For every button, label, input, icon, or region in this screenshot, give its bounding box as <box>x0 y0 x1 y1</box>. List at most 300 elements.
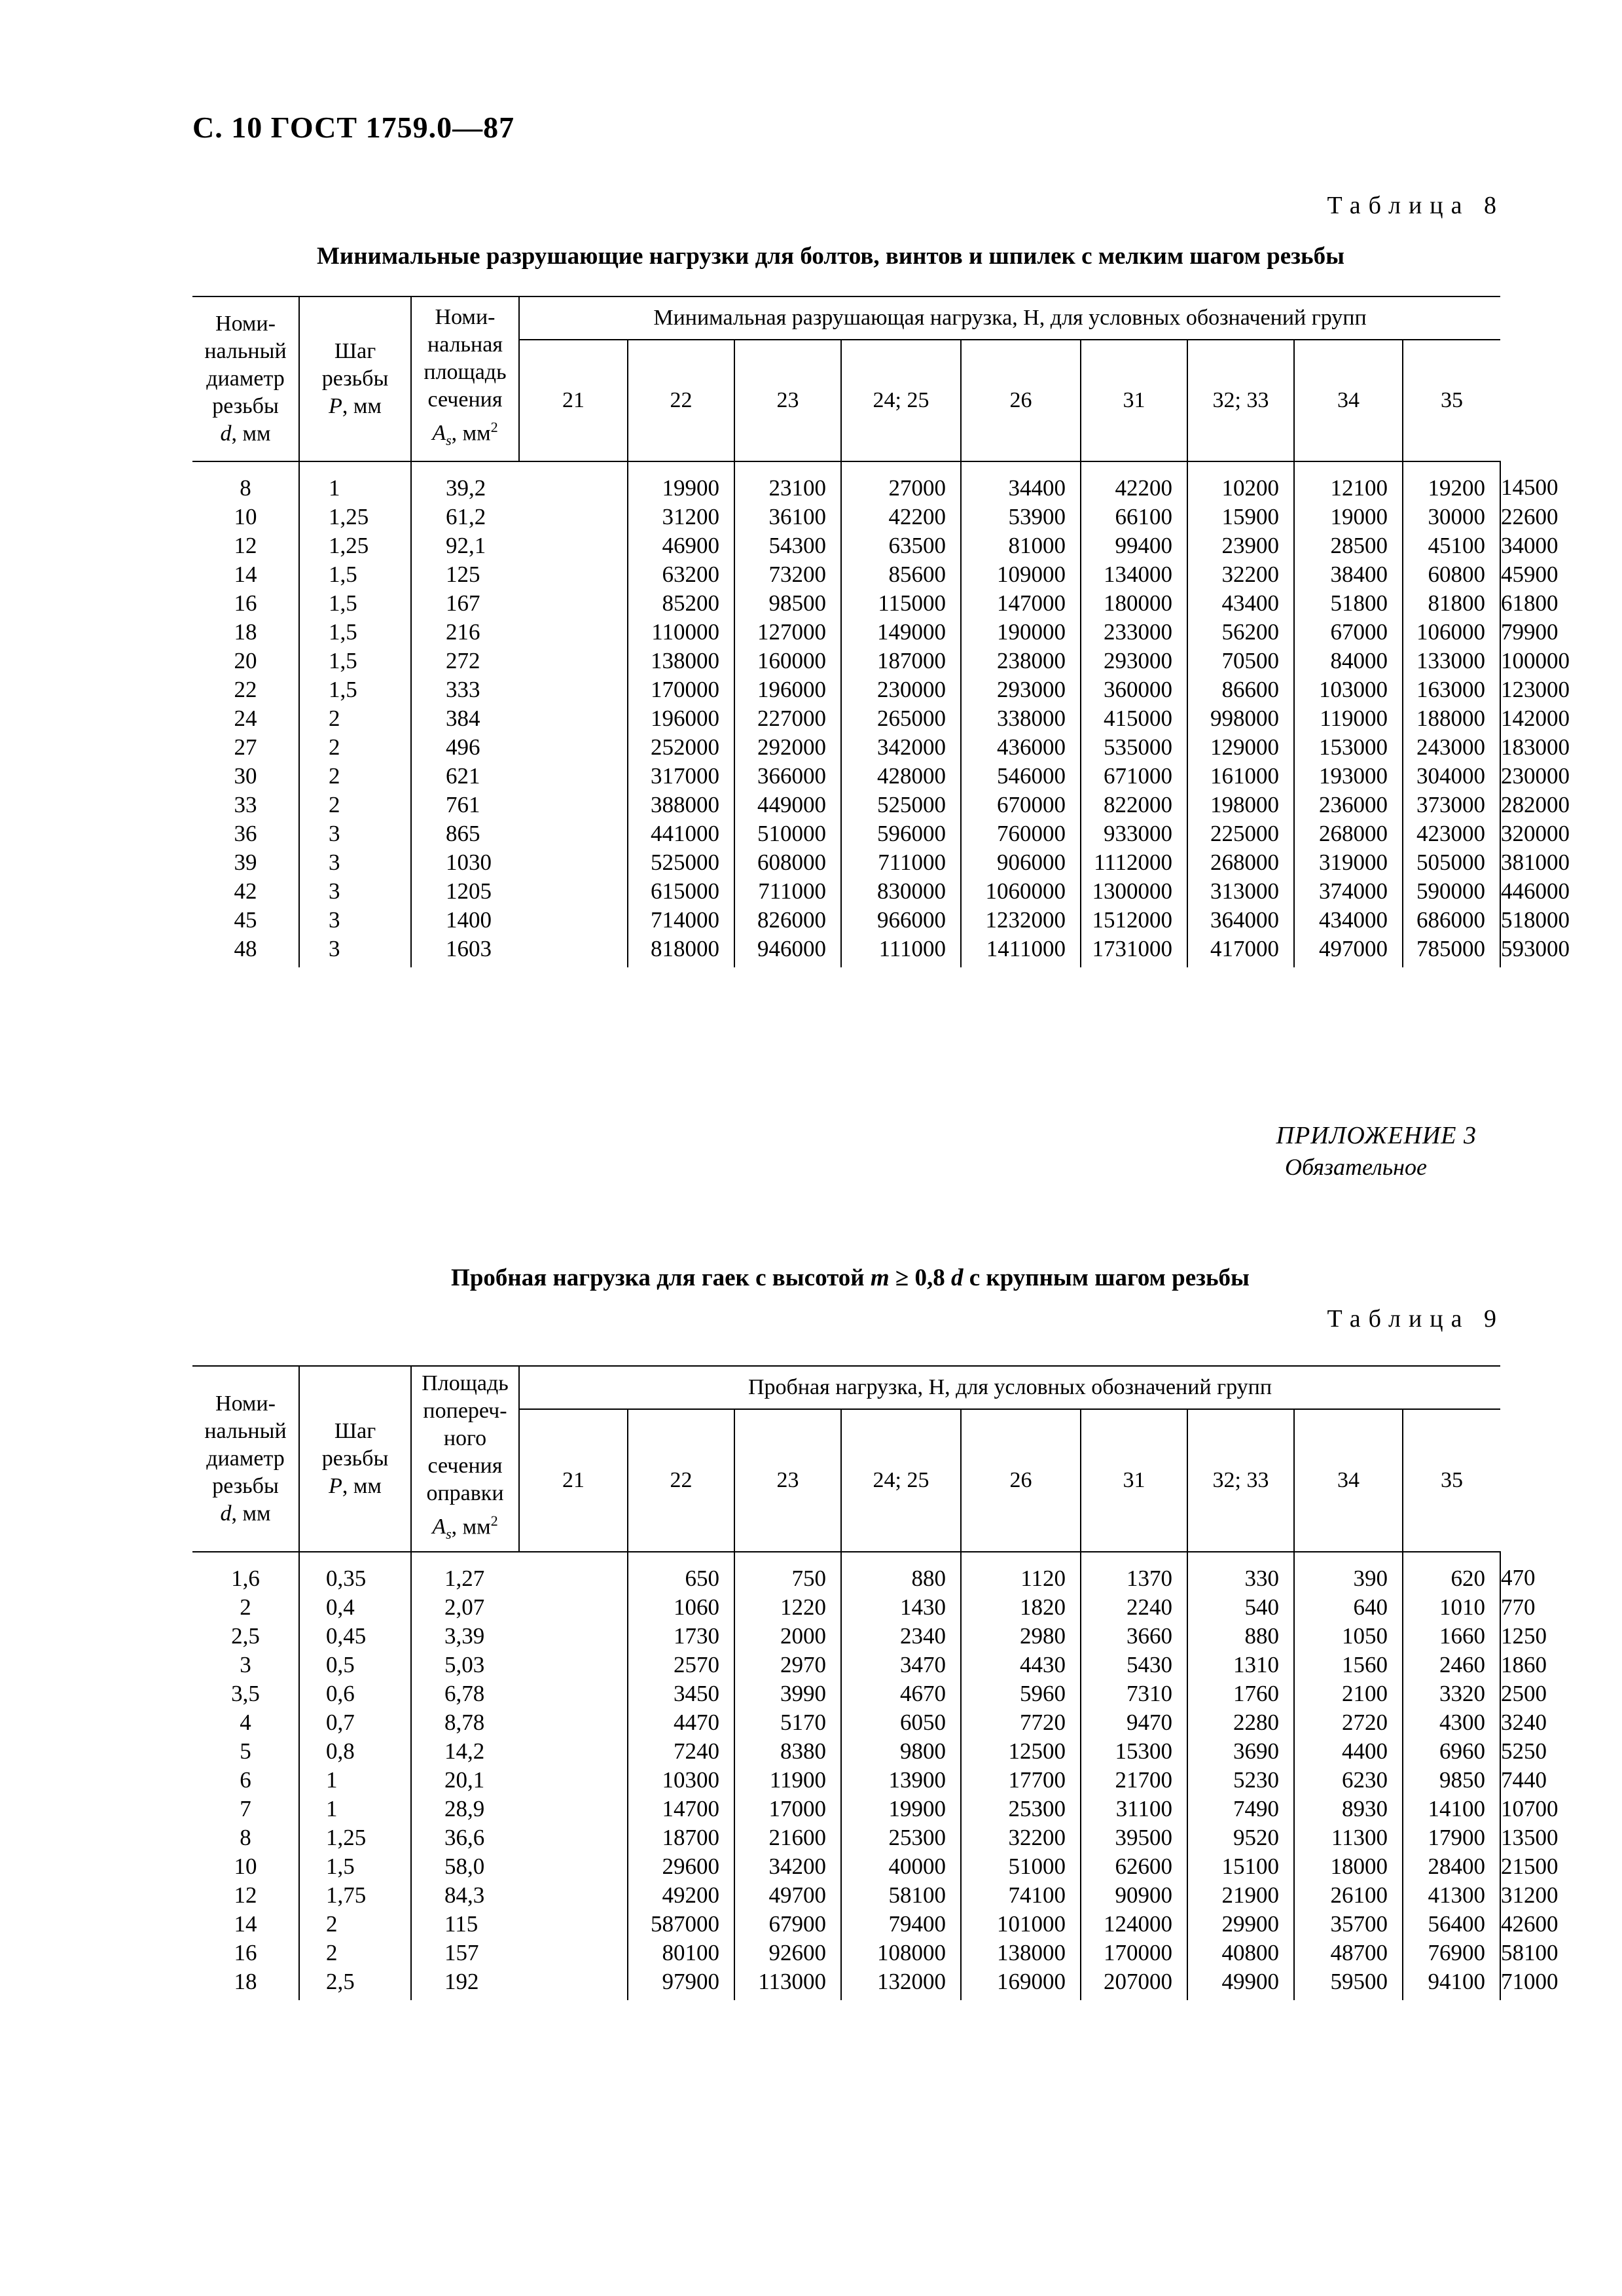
header-group-1: 21 <box>519 1409 628 1552</box>
cell-area: 1030 <box>411 848 628 877</box>
cell-load: 56400 <box>1403 1910 1500 1939</box>
header-group-6: 31 <box>1081 340 1187 461</box>
cell-load: 193000 <box>1294 762 1403 791</box>
cell-pitch: 3 <box>299 819 411 848</box>
cell-diameter: 2 <box>240 1594 251 1620</box>
cell-load: 268000 <box>1187 848 1294 877</box>
cell-diameter: 4 <box>240 1710 251 1735</box>
table-row: 10 1,5 58,0 29600 34200 40000 51000 62600 15100 18000 28400 21500 <box>192 1852 1500 1881</box>
cell-load: 4300 <box>1403 1708 1500 1737</box>
cell-load: 196000 <box>628 704 734 733</box>
cell-load: 760000 <box>961 819 1081 848</box>
cell-diameter: 12 <box>234 1882 257 1908</box>
cell-load: 110000 <box>628 618 734 647</box>
cell-pitch: 3 <box>299 906 411 935</box>
cell-diameter: 3 <box>240 1652 251 1677</box>
cell-diameter: 3,5 <box>231 1681 260 1706</box>
cell-load: 1050 <box>1294 1622 1403 1651</box>
cell-load: 12500 <box>961 1737 1081 1766</box>
cell-load: 21600 <box>734 1823 841 1852</box>
cell-load: 62600 <box>1081 1852 1187 1881</box>
cell-load: 56200 <box>1187 618 1294 647</box>
cell-load: 161000 <box>1187 762 1294 791</box>
cell-load: 525000 <box>841 791 961 819</box>
cell-area: 333 <box>411 675 628 704</box>
cell-load: 106000 <box>1403 618 1500 647</box>
table-8-number: Таблица 8 <box>1327 192 1504 219</box>
cell-load: 187000 <box>841 647 961 675</box>
table-row: 33 2 761 388000 449000 525000 670000 822000 198000 236000 373000 282000 <box>192 791 1500 819</box>
cell-load: 11300 <box>1294 1823 1403 1852</box>
cell-load: 428000 <box>841 762 961 791</box>
cell-area: 216 <box>411 618 628 647</box>
cell-load: 390 <box>1294 1552 1403 1593</box>
cell-load: 124000 <box>1081 1910 1187 1939</box>
cell-load: 1560 <box>1294 1651 1403 1679</box>
table-row: 39 3 1030 525000 608000 711000 906000 1112000 268000 319000 505000 381000 <box>192 848 1500 877</box>
table-row: 14 1,5 125 63200 73200 85600 109000 134000 32200 38400 60800 45900 <box>192 560 1500 589</box>
cell-diameter: 10 <box>234 1854 257 1879</box>
cell-load: 1112000 <box>1081 848 1187 877</box>
cell-load: 1370 <box>1081 1552 1187 1593</box>
cell-load: 714000 <box>628 906 734 935</box>
cell-area: 92,1 <box>411 531 628 560</box>
cell-load: 40000 <box>841 1852 961 1881</box>
cell-load: 19000 <box>1294 503 1403 531</box>
cell-area: 28,9 <box>411 1795 628 1823</box>
cell-area: 384 <box>411 704 628 733</box>
cell-area: 3,39 <box>411 1622 628 1651</box>
cell-load: 28400 <box>1403 1852 1500 1881</box>
header-group-7: 32; 33 <box>1187 340 1294 461</box>
cell-pitch: 0,35 <box>299 1552 411 1593</box>
cell-pitch: 1,25 <box>299 1823 411 1852</box>
cell-pitch: 2 <box>299 704 411 733</box>
cell-load: 2980 <box>961 1622 1081 1651</box>
cell-load: 750 <box>734 1552 841 1593</box>
header-group-1: 21 <box>519 340 628 461</box>
cell-diameter: 8 <box>240 475 251 501</box>
header-group-5: 26 <box>961 340 1081 461</box>
cell-diameter: 20 <box>234 648 257 673</box>
cell-load: 417000 <box>1187 935 1294 967</box>
header-group-3: 23 <box>734 1409 841 1552</box>
cell-load: 51800 <box>1294 589 1403 618</box>
cell-load: 2970 <box>734 1651 841 1679</box>
cell-load: 29600 <box>628 1852 734 1881</box>
cell-load: 2280 <box>1187 1708 1294 1737</box>
cell-load: 99400 <box>1081 531 1187 560</box>
cell-load: 1310 <box>1187 1651 1294 1679</box>
cell-load: 1232000 <box>961 906 1081 935</box>
table-row: 12 1,75 84,3 49200 49700 58100 74100 90900 21900 26100 41300 31200 <box>192 1881 1500 1910</box>
cell-load: 40800 <box>1187 1939 1294 1967</box>
cell-load: 3470 <box>841 1651 961 1679</box>
cell-load: 54300 <box>734 531 841 560</box>
cell-load: 615000 <box>628 877 734 906</box>
cell-load: 535000 <box>1081 733 1187 762</box>
cell-load: 19200 <box>1403 461 1500 503</box>
page-header: С. 10 ГОСТ 1759.0—87 <box>192 111 515 144</box>
cell-pitch: 2 <box>299 733 411 762</box>
header-group-2: 22 <box>628 1409 734 1552</box>
cell-load: 153000 <box>1294 733 1403 762</box>
cell-load: 5430 <box>1081 1651 1187 1679</box>
table-row: 18 1,5 216 110000 127000 149000 190000 233000 56200 67000 106000 79900 <box>192 618 1500 647</box>
cell-load: 196000 <box>734 675 841 704</box>
header-group-5: 26 <box>961 1409 1081 1552</box>
cell-load: 133000 <box>1403 647 1500 675</box>
cell-load: 4670 <box>841 1679 961 1708</box>
cell-load: 227000 <box>734 704 841 733</box>
cell-pitch: 1,5 <box>299 1852 411 1881</box>
cell-load: 74100 <box>961 1881 1081 1910</box>
cell-load: 364000 <box>1187 906 1294 935</box>
cell-load: 18000 <box>1294 1852 1403 1881</box>
cell-area: 1,27 <box>411 1552 628 1593</box>
cell-load: 415000 <box>1081 704 1187 733</box>
cell-pitch: 0,8 <box>299 1737 411 1766</box>
cell-load: 23100 <box>734 461 841 503</box>
cell-load: 360000 <box>1081 675 1187 704</box>
cell-diameter: 27 <box>234 734 257 760</box>
cell-load: 423000 <box>1403 819 1500 848</box>
cell-load: 711000 <box>841 848 961 877</box>
cell-load: 8930 <box>1294 1795 1403 1823</box>
cell-load: 293000 <box>961 675 1081 704</box>
cell-load: 58100 <box>841 1881 961 1910</box>
cell-load: 138000 <box>961 1939 1081 1967</box>
header-pitch: Шаг резьбы P, мм <box>299 296 411 461</box>
cell-load: 830000 <box>841 877 961 906</box>
cell-load: 1300000 <box>1081 877 1187 906</box>
cell-load: 590000 <box>1403 877 1500 906</box>
cell-load: 115000 <box>841 589 961 618</box>
cell-load: 38400 <box>1294 560 1403 589</box>
cell-load: 1512000 <box>1081 906 1187 935</box>
cell-load: 319000 <box>1294 848 1403 877</box>
cell-load: 608000 <box>734 848 841 877</box>
table-row: 36 3 865 441000 510000 596000 760000 933000 225000 268000 423000 320000 <box>192 819 1500 848</box>
cell-load: 109000 <box>961 560 1081 589</box>
cell-pitch: 1,25 <box>299 503 411 531</box>
cell-load: 252000 <box>628 733 734 762</box>
header-group-9: 35 <box>1403 340 1500 461</box>
cell-pitch: 1,5 <box>299 618 411 647</box>
cell-load: 640 <box>1294 1593 1403 1622</box>
cell-load: 9520 <box>1187 1823 1294 1852</box>
cell-load: 80100 <box>628 1939 734 1967</box>
cell-load: 826000 <box>734 906 841 935</box>
cell-load: 15100 <box>1187 1852 1294 1881</box>
cell-load: 1731000 <box>1081 935 1187 967</box>
cell-load: 34400 <box>961 461 1081 503</box>
cell-load: 388000 <box>628 791 734 819</box>
cell-load: 1120 <box>961 1552 1081 1593</box>
cell-load: 25300 <box>841 1823 961 1852</box>
cell-load: 73200 <box>734 560 841 589</box>
cell-load: 19900 <box>841 1795 961 1823</box>
cell-load: 103000 <box>1294 675 1403 704</box>
cell-load: 3450 <box>628 1679 734 1708</box>
cell-load: 60800 <box>1403 560 1500 589</box>
cell-load: 2570 <box>628 1651 734 1679</box>
cell-load: 449000 <box>734 791 841 819</box>
cell-load: 81000 <box>961 531 1081 560</box>
cell-load: 14100 <box>1403 1795 1500 1823</box>
cell-load: 48700 <box>1294 1939 1403 1967</box>
cell-pitch: 0,4 <box>299 1593 411 1622</box>
cell-diameter: 18 <box>234 619 257 645</box>
table-row: 3,5 0,6 6,78 3450 3990 4670 5960 7310 1760 2100 3320 2500 <box>192 1679 1500 1708</box>
cell-load: 85200 <box>628 589 734 618</box>
table-row: 1,6 0,35 1,27 650 750 880 1120 1370 330 390 620 470 <box>192 1552 1500 1593</box>
cell-area: 157 <box>411 1939 628 1967</box>
cell-area: 1603 <box>411 935 628 967</box>
cell-load: 67000 <box>1294 618 1403 647</box>
table-row: 12 1,25 92,1 46900 54300 63500 81000 99400 23900 28500 45100 34000 <box>192 531 1500 560</box>
cell-area: 115 <box>411 1910 628 1939</box>
header-group-9: 35 <box>1403 1409 1500 1552</box>
cell-load: 31100 <box>1081 1795 1187 1823</box>
cell-load: 67900 <box>734 1910 841 1939</box>
cell-load: 6960 <box>1403 1737 1500 1766</box>
cell-area: 36,6 <box>411 1823 628 1852</box>
cell-load: 1760 <box>1187 1679 1294 1708</box>
cell-load: 51000 <box>961 1852 1081 1881</box>
cell-load: 14700 <box>628 1795 734 1823</box>
cell-load: 906000 <box>961 848 1081 877</box>
header-group-3: 23 <box>734 340 841 461</box>
cell-pitch: 2,5 <box>299 1967 411 2000</box>
cell-load: 230000 <box>841 675 961 704</box>
cell-load: 13900 <box>841 1766 961 1795</box>
cell-load: 338000 <box>961 704 1081 733</box>
cell-diameter: 1,6 <box>231 1566 260 1591</box>
cell-load: 546000 <box>961 762 1081 791</box>
cell-load: 966000 <box>841 906 961 935</box>
appendix-subtitle: Обязательное <box>1285 1154 1427 1180</box>
table-row: 8 1,25 36,6 18700 21600 25300 32200 39500 9520 11300 17900 13500 <box>192 1823 1500 1852</box>
cell-diameter: 48 <box>234 936 257 961</box>
cell-pitch: 1,5 <box>299 675 411 704</box>
cell-area: 865 <box>411 819 628 848</box>
cell-area: 621 <box>411 762 628 791</box>
cell-load: 108000 <box>841 1939 961 1967</box>
cell-load: 3660 <box>1081 1622 1187 1651</box>
header-group-7: 32; 33 <box>1187 1409 1294 1552</box>
table-row: 42 3 1205 615000 711000 830000 1060000 1300000 313000 374000 590000 446000 <box>192 877 1500 906</box>
table-row: 30 2 621 317000 366000 428000 546000 671000 161000 193000 304000 230000 <box>192 762 1500 791</box>
header-diameter: Номи- нальный диаметр резьбы d, мм <box>192 296 299 461</box>
cell-load: 79400 <box>841 1910 961 1939</box>
cell-diameter: 14 <box>234 1911 257 1937</box>
cell-pitch: 1,75 <box>299 1881 411 1910</box>
cell-load: 129000 <box>1187 733 1294 762</box>
cell-pitch: 1,5 <box>299 647 411 675</box>
cell-load: 7310 <box>1081 1679 1187 1708</box>
cell-load: 31200 <box>628 503 734 531</box>
cell-load: 243000 <box>1403 733 1500 762</box>
cell-load: 2340 <box>841 1622 961 1651</box>
cell-load: 313000 <box>1187 877 1294 906</box>
header-group-4: 24; 25 <box>841 340 961 461</box>
cell-diameter: 16 <box>234 590 257 616</box>
cell-load: 111000 <box>841 935 961 967</box>
cell-load: 49700 <box>734 1881 841 1910</box>
cell-diameter: 10 <box>234 504 257 529</box>
header-area: Номи- нальная площадь сечения $A_s$, $мм^2$ <box>411 296 519 461</box>
cell-load: 63500 <box>841 531 961 560</box>
cell-load: 45100 <box>1403 531 1500 560</box>
header-area: Площадь попереч- ного сечения оправки $A_s$, $мм^2$ <box>411 1366 519 1552</box>
table-row: 48 3 1603 818000 946000 111000 1411000 1731000 417000 497000 785000 593000 <box>192 935 1500 967</box>
table-row: 20 1,5 272 138000 160000 187000 238000 293000 70500 84000 133000 100000 <box>192 647 1500 675</box>
cell-load: 11900 <box>734 1766 841 1795</box>
cell-load: 15900 <box>1187 503 1294 531</box>
cell-load: 4430 <box>961 1651 1081 1679</box>
cell-load: 127000 <box>734 618 841 647</box>
cell-load: 17700 <box>961 1766 1081 1795</box>
cell-load: 9850 <box>1403 1766 1500 1795</box>
cell-load: 32200 <box>1187 560 1294 589</box>
cell-load: 12100 <box>1294 461 1403 503</box>
table-row: 24 2 384 196000 227000 265000 338000 415000 998000 119000 188000 142000 <box>192 704 1500 733</box>
cell-load: 42200 <box>841 503 961 531</box>
cell-load: 42200 <box>1081 461 1187 503</box>
header-group-8: 34 <box>1294 340 1403 461</box>
cell-load: 101000 <box>961 1910 1081 1939</box>
cell-pitch: 1 <box>299 1795 411 1823</box>
cell-load: 946000 <box>734 935 841 967</box>
cell-load: 46900 <box>628 531 734 560</box>
header-group-4: 24; 25 <box>841 1409 961 1552</box>
cell-load: 880 <box>1187 1622 1294 1651</box>
cell-load: 225000 <box>1187 819 1294 848</box>
table-8-title: Минимальные разрушающие нагрузки для болтов, винтов и шпилек с мелким шагом резьбы <box>316 243 1344 270</box>
cell-load: 17000 <box>734 1795 841 1823</box>
cell-load: 5230 <box>1187 1766 1294 1795</box>
cell-load: 4470 <box>628 1708 734 1737</box>
cell-load: 39500 <box>1081 1823 1187 1852</box>
cell-load: 1730 <box>628 1622 734 1651</box>
cell-diameter: 18 <box>234 1969 257 1994</box>
cell-diameter: 6 <box>240 1767 251 1793</box>
cell-area: 58,0 <box>411 1852 628 1881</box>
cell-pitch: 1,5 <box>299 560 411 589</box>
cell-load: 1060000 <box>961 877 1081 906</box>
cell-load: 686000 <box>1403 906 1500 935</box>
cell-diameter: 14 <box>234 562 257 587</box>
table-row: 45 3 1400 714000 826000 966000 1232000 1512000 364000 434000 686000 518000 <box>192 906 1500 935</box>
cell-load: 366000 <box>734 762 841 791</box>
cell-load: 342000 <box>841 733 961 762</box>
cell-load: 2100 <box>1294 1679 1403 1708</box>
cell-load: 2460 <box>1403 1651 1500 1679</box>
header-group-2: 22 <box>628 340 734 461</box>
cell-load: 10200 <box>1187 461 1294 503</box>
cell-load: 2240 <box>1081 1593 1187 1622</box>
cell-load: 5170 <box>734 1708 841 1737</box>
cell-load: 19900 <box>628 461 734 503</box>
header-group-6: 31 <box>1081 1409 1187 1552</box>
cell-diameter: 8 <box>240 1825 251 1850</box>
cell-load: 119000 <box>1294 704 1403 733</box>
cell-load: 81800 <box>1403 589 1500 618</box>
cell-load: 304000 <box>1403 762 1500 791</box>
cell-load: 17900 <box>1403 1823 1500 1852</box>
cell-pitch: 2 <box>299 791 411 819</box>
cell-load: 147000 <box>961 589 1081 618</box>
cell-load: 49200 <box>628 1881 734 1910</box>
cell-pitch: 3 <box>299 935 411 967</box>
cell-load: 180000 <box>1081 589 1187 618</box>
header-group-8: 34 <box>1294 1409 1403 1552</box>
cell-pitch: 0,6 <box>299 1679 411 1708</box>
cell-load: 134000 <box>1081 560 1187 589</box>
cell-load: 9470 <box>1081 1708 1187 1737</box>
cell-area: 1205 <box>411 877 628 906</box>
table-row: 5 0,8 14,2 7240 8380 9800 12500 15300 3690 4400 6960 5250 <box>192 1737 1500 1766</box>
cell-pitch: 0,7 <box>299 1708 411 1737</box>
cell-load: 170000 <box>628 675 734 704</box>
cell-load: 170000 <box>1081 1939 1187 1967</box>
cell-area: 61,2 <box>411 503 628 531</box>
cell-load: 6050 <box>841 1708 961 1737</box>
cell-diameter: 16 <box>234 1940 257 1965</box>
table-row: 8 1 39,2 19900 23100 27000 34400 42200 10200 12100 19200 14500 <box>192 461 1500 503</box>
cell-load: 292000 <box>734 733 841 762</box>
cell-load: 63200 <box>628 560 734 589</box>
cell-load: 540 <box>1187 1593 1294 1622</box>
appendix-title: ПРИЛОЖЕНИЕ 3 <box>1276 1122 1477 1149</box>
cell-area: 2,07 <box>411 1593 628 1622</box>
header-pitch: Шаг резьбы P, мм <box>299 1366 411 1552</box>
cell-load: 34200 <box>734 1852 841 1881</box>
cell-load: 785000 <box>1403 935 1500 967</box>
cell-load: 10300 <box>628 1766 734 1795</box>
cell-load: 1660 <box>1403 1622 1500 1651</box>
cell-load: 5960 <box>961 1679 1081 1708</box>
cell-load: 23900 <box>1187 531 1294 560</box>
cell-load: 9800 <box>841 1737 961 1766</box>
cell-load: 265000 <box>841 704 961 733</box>
cell-load: 66100 <box>1081 503 1187 531</box>
table-row: 10 1,25 61,2 31200 36100 42200 53900 66100 15900 19000 30000 22600 <box>192 503 1500 531</box>
cell-load: 525000 <box>628 848 734 877</box>
table-8 <box>192 296 1570 967</box>
cell-load: 1820 <box>961 1593 1081 1622</box>
cell-load: 436000 <box>961 733 1081 762</box>
cell-load: 711000 <box>734 877 841 906</box>
cell-area: 1400 <box>411 906 628 935</box>
cell-load: 85600 <box>841 560 961 589</box>
table-row: 16 2 157 80100 92600 108000 138000 170000 40800 48700 76900 58100 <box>192 1939 1500 1967</box>
cell-load: 510000 <box>734 819 841 848</box>
cell-load: 59500 <box>1294 1967 1403 2000</box>
cell-load: 84000 <box>1294 647 1403 675</box>
cell-diameter: 12 <box>234 533 257 558</box>
cell-load: 373000 <box>1403 791 1500 819</box>
cell-load: 3990 <box>734 1679 841 1708</box>
cell-load: 268000 <box>1294 819 1403 848</box>
cell-load: 27000 <box>841 461 961 503</box>
cell-load: 2720 <box>1294 1708 1403 1737</box>
cell-load: 190000 <box>961 618 1081 647</box>
cell-load: 7490 <box>1187 1795 1294 1823</box>
header-group-caption: Пробная нагрузка, Н, для условных обозначений групп <box>519 1366 1500 1409</box>
table-row: 4 0,7 8,78 4470 5170 6050 7720 9470 2280 2720 4300 3240 <box>192 1708 1500 1737</box>
